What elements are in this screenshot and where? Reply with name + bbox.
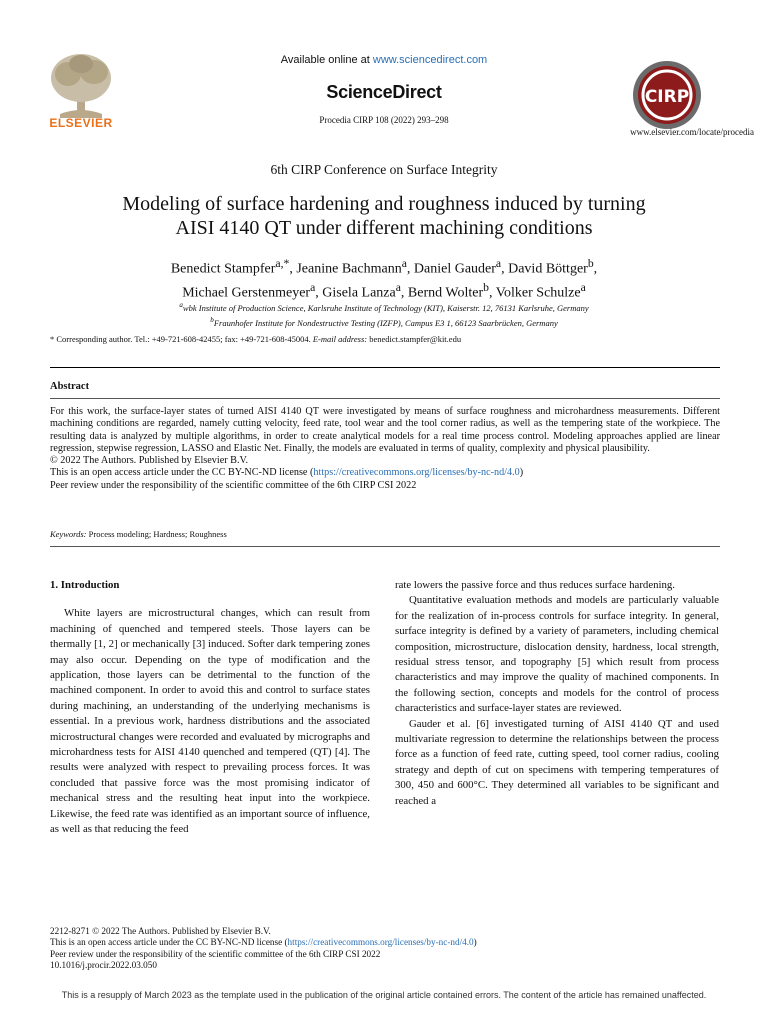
conference-name: 6th CIRP Conference on Surface Integrity [270, 162, 498, 177]
footer-license-line: This is an open access article under the CC BY-NC-ND license (https://creativecommons.org/licenses/by-nc-nd/4.0) [50, 937, 477, 948]
page-footer [50, 926, 730, 972]
resupply-note: This is a resupply of March 2023 as the template used in the publication of the original article contained errors. The content of the article has remained unaffected. [61, 990, 707, 1000]
paragraph: Gauder et al. [6] investigated turning of AISI 4140 QT and used multivariate regression to determine the relationships between the process force as a function of feed rate, cutting speed, tool corner radius, cooling strategy and depth of cut on specimens with tempering temperatures of 300, 450 and 600°C. They determined all variables to be significant and reached a [395, 717, 719, 807]
available-online: Available online at www.sciencedirect.com [280, 54, 488, 66]
license-link[interactable]: https://creativecommons.org/licenses/by-nc-nd/4.0 [313, 467, 520, 479]
affiliations [40, 299, 728, 330]
footer-peer-review: Peer review under the responsibility of the scientific committee of the 6th CIRP CSI 2022 [50, 948, 381, 959]
section-heading-introduction: 1. Introduction [50, 579, 120, 591]
paragraph: rate lowers the passive force and thus reduces surface hardening. [395, 579, 676, 591]
journal-reference: Procedia CIRP 108 (2022) 293–298 [319, 115, 449, 125]
issn-line: 2212-8271 © 2022 The Authors. Published by Elsevier B.V. [50, 926, 271, 936]
divider [50, 398, 720, 399]
abstract-heading: Abstract [50, 381, 90, 392]
publisher-wordmark: ELSEVIER [49, 116, 113, 130]
body-column-left [50, 578, 370, 838]
affiliation-a: $^a$wbk Institute of Production Science, Karlsruhe Institute of Technology (KIT), Kaiserstr. 12, 76131 Karlsruhe, Germany [179, 301, 589, 313]
footer-license-link[interactable]: https://creativecommons.org/licenses/by-nc-nd/4.0 [287, 937, 474, 948]
doi[interactable]: 10.1016/j.procir.2022.03.050 [50, 960, 157, 971]
abstract-body: For this work, the surface-layer states of turned AISI 4140 QT were investigated by means of surface roughness and microhardness measurements. Different machining conditions are regarded, namely cutting velocity, feed rate, tool wear and the tool corner radius, as well as the tempering state of the workpiece. The resulting data is analyzed by multiple algorithms, in order to create analytical models for a real time process control. Modeling approaches applied are linear regression, stepwise regression, LASSO and Elastic Net. Finally, the models are evaluated in terms of quality, complexity and physical plausibility. © 2022 The Authors. Published by Elsevier B.V. This is an open access article under the CC BY-NC-ND license (https://creativecommons.org/licenses/by-nc-nd/4.0) Peer review under the responsibility of the scientific committee of the 6th CIRP CSI 2022 [50, 406, 720, 491]
author-email[interactable]: benedict.stampfer@kit.edu [367, 334, 462, 344]
copyright-line: © 2022 The Authors. Published by Elsevier B.V. [50, 455, 249, 467]
cirp-logo [632, 60, 702, 130]
divider [50, 546, 720, 547]
peer-review-line: Peer review under the responsibility of the scientific committee of the 6th CIRP CSI 2022 [50, 479, 417, 491]
author-line-2: Michael Gerstenmeyer$^a$, Gisela Lanza$^a$, Bernd Wolter$^b$, Volker Schulze$^a$ [182, 280, 586, 301]
paper-title: Modeling of surface hardening and roughness induced by turning AISI 4140 QT under different machining conditions [122, 193, 646, 239]
paragraph: White layers are microstructural changes, which can result from machining of quenched and tempered steels. Those layers can be thermally [1, 2] or mechanically [3] induced. Softer dark tempering zones may also occur. Depending on the type of modification and the application, those layers can be detrimental to the function of the machined component. In order to avoid this and control to surface states during machining, an understanding of the underlying mechanisms is essential. In a previous work, hardness distributions and the associated microstructural changes were recorded and evaluated by micrographs and microhardness tests for AISI 4140 quenched and tempered (QT) [4]. The results were analyzed with respect to prevailing process forces. It was concluded that passive force was the most promising indicator of mechanical stress and the resulting heat input into the workpiece. Likewise, the feed rate was identified as an important source of influence, as well as that reducing the feed [50, 607, 370, 836]
platform-name: ScienceDirect [326, 82, 442, 102]
cirp-logo-text: CIRP [644, 87, 690, 107]
body-column-right [395, 578, 719, 809]
affiliation-b: $^b$Fraunhofer Institute for Nondestructive Testing (IZFP), Campus E3 1, 66123 Saarbrücken, Germany [210, 316, 558, 329]
license-line: This is an open access article under the CC BY-NC-ND license (https://creativecommons.org/licenses/by-nc-nd/4.0) [50, 467, 524, 479]
keywords: Keywords: Process modeling; Hardness; Roughness [50, 529, 227, 539]
divider [50, 367, 720, 368]
journal-url[interactable]: www.elsevier.com/locate/procedia [630, 127, 754, 137]
author-line-1: Benedict Stampfer$^{a,*}$, Jeanine Bachmann$^a$, Daniel Gauder$^a$, David Böttger$^b$, [170, 257, 598, 277]
corresponding-author: * Corresponding author. Tel.: +49-721-608-42455; fax: +49-721-608-45004. E-mail address: benedict.stampfer@kit.edu [50, 334, 462, 344]
paragraph: Quantitative evaluation methods and models are particularly valuable for the realization of in-process controls for surface integrity. In general, surface integrity is defined by a variety of parameters, including chemical composition, microstructure, dislocation density, hardness, local strength, residual stress tensor, and topography [5] which result from process characteristics and may improve the quality of machined components. In the following section, concepts and models for the control of process characteristics and surface-layer states are reviewed. [395, 594, 719, 715]
author-list [40, 255, 728, 302]
sciencedirect-link[interactable]: www.sciencedirect.com [372, 54, 488, 66]
